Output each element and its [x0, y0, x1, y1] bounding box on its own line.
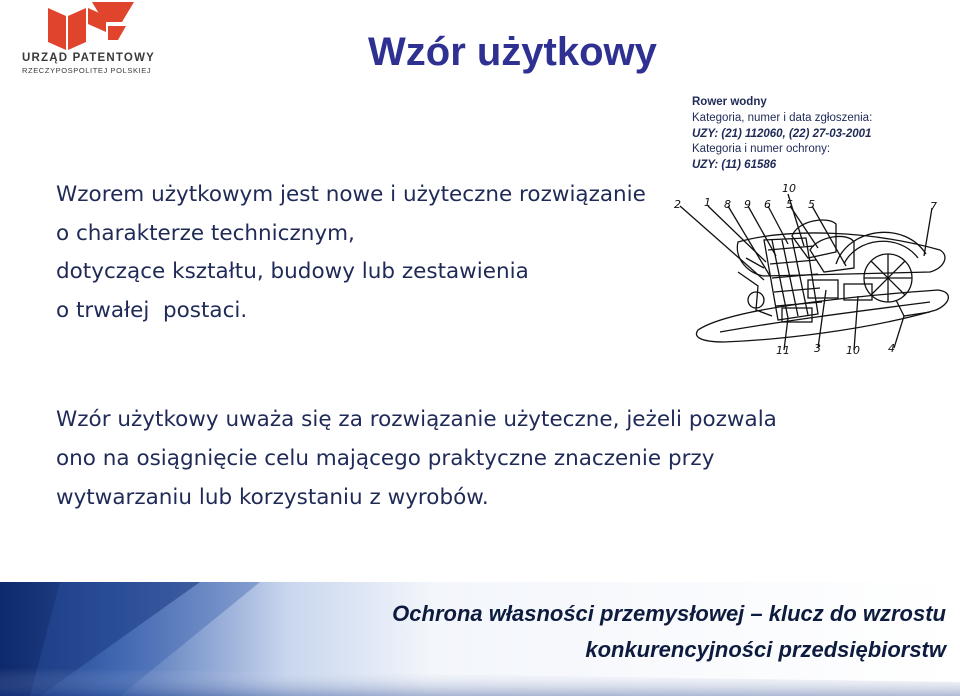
drawing-label: 9 [744, 198, 751, 211]
drawing-label: 10 [782, 182, 796, 195]
drawing-label: 2 [674, 198, 681, 211]
definition-word: zestawienia [401, 259, 529, 284]
rule-word: rozwiązanie [369, 407, 497, 432]
rule-word: za [338, 407, 363, 432]
rule-paragraph [56, 400, 794, 517]
rule-word: uważa [225, 407, 295, 432]
rule-word: pozwala [688, 407, 777, 432]
drawing-caption [692, 95, 872, 174]
definition-line-1: Wzorem użytkowym jest nowe i użyteczne rozwiązanie [56, 182, 646, 207]
caption-line-3: Kategoria i numer ochrony: [692, 143, 831, 156]
definition-word: lub [361, 259, 396, 284]
definition-word: budowy [270, 259, 355, 284]
caption-line-2: UZY: (21) 112060, (22) 27-03-2001 [692, 127, 872, 140]
drawing-label: 3 [814, 342, 821, 355]
rule-word: ono [56, 446, 96, 471]
logo-text-line1: URZĄD PATENTOWY [22, 52, 155, 64]
caption-line-1: Kategoria, numer i data zgłoszenia: [692, 111, 873, 124]
rule-word: praktyczne [427, 446, 547, 471]
drawing-label: 11 [776, 344, 790, 357]
definition-line-4: o trwałej postaci. [56, 297, 248, 323]
logo-text-line2: RZECZYPOSPOLITEJ POLSKIEJ [22, 66, 152, 75]
rule-word: użyteczne, [503, 407, 620, 432]
rule-line-3: wytwarzaniu lub korzystaniu z wyrobów. [56, 485, 489, 510]
definition-line-2: o charakterze technicznym, [56, 220, 355, 246]
rule-word: Wzór [56, 407, 111, 432]
rule-word: użytkowy [117, 407, 219, 432]
drawing-label: 5 [786, 198, 793, 211]
rule-word: celu [264, 446, 309, 471]
drawing-label: 7 [930, 200, 937, 213]
definition-word: kształtu, [172, 259, 264, 284]
rule-word: się [301, 407, 332, 432]
rule-word: osiągnięcie [136, 446, 258, 471]
rule-line-1 [56, 400, 794, 439]
page-title: Wzór użytkowy [368, 30, 657, 74]
drawing-label: 8 [724, 198, 731, 211]
drawing-label: 4 [888, 342, 895, 355]
rule-word: mającego [315, 446, 421, 471]
rule-line-2 [56, 439, 794, 478]
drawing-label: 10 [846, 344, 860, 357]
rule-word: jeżeli [626, 407, 682, 432]
rule-word: przy [667, 446, 715, 471]
definition-word: dotyczące [56, 259, 166, 284]
definition-paragraph [56, 176, 646, 330]
drawing-label: 6 [764, 198, 771, 211]
footer-line-1: Ochrona własności przemysłowej – klucz do wzrostu [392, 601, 946, 626]
rule-word: znaczenie [553, 446, 662, 471]
drawing-label: 1 [704, 196, 711, 209]
footer-slogan [392, 596, 946, 668]
water-bike-drawing [668, 180, 956, 364]
drawing-label: 5 [808, 198, 815, 211]
caption-line-4: UZY: (11) 61586 [692, 159, 777, 172]
definition-line-3 [56, 253, 634, 292]
caption-heading: Rower wodny [692, 96, 767, 108]
rule-word: na [102, 446, 130, 471]
footer-banner [0, 582, 960, 696]
footer-line-2: konkurencyjności przedsiębiorstw [585, 637, 946, 662]
